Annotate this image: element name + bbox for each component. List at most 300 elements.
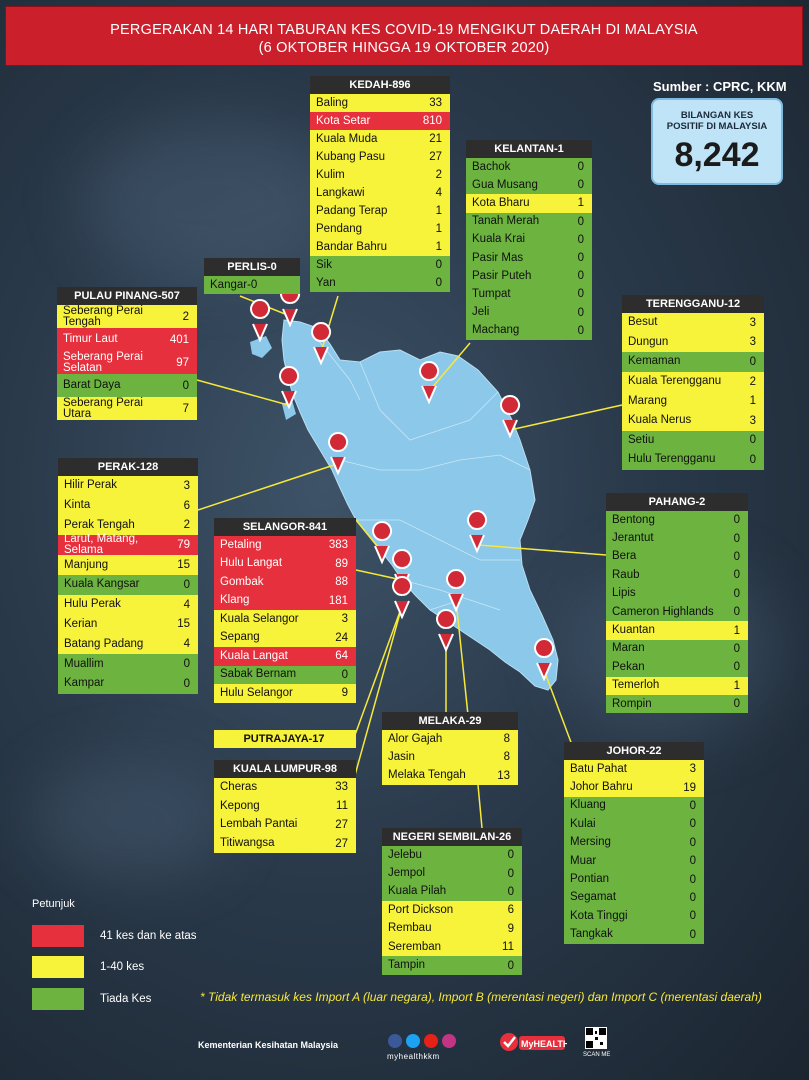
district-name: Padang Terap xyxy=(316,204,388,217)
district-row xyxy=(466,285,592,303)
district-cases: 0 xyxy=(507,849,514,862)
district-name: Seremban xyxy=(388,940,442,953)
district-cases: 0 xyxy=(183,578,190,591)
district-row xyxy=(466,176,592,194)
location-pin-icon xyxy=(393,577,411,617)
district-name: Besut xyxy=(628,316,658,329)
district-cases: 1 xyxy=(435,223,442,235)
district-cases: 0 xyxy=(435,259,442,271)
twitter-icon[interactable] xyxy=(406,1034,420,1048)
facebook-icon[interactable] xyxy=(388,1034,402,1048)
district-name: Melaka Tengah xyxy=(388,769,466,782)
district-row xyxy=(466,213,592,231)
district-row xyxy=(310,184,450,202)
panel-kuala-lumpur xyxy=(214,760,356,853)
district-row xyxy=(622,450,764,470)
district-cases: 810 xyxy=(422,115,442,127)
district-name: Johor Bahru xyxy=(570,781,633,794)
district-cases: 0 xyxy=(577,288,584,301)
district-cases: 0 xyxy=(577,161,584,174)
district-cases: 2 xyxy=(435,169,442,181)
district-cases: 0 xyxy=(183,658,190,671)
district-cases: 3 xyxy=(183,479,190,492)
panel-title: KEDAH-896 xyxy=(310,76,450,94)
youtube-icon[interactable] xyxy=(424,1034,438,1048)
district-cases: 0 xyxy=(733,661,740,674)
district-name: Gua Musang xyxy=(472,178,538,191)
district-row xyxy=(57,328,197,351)
district-name: Jeli xyxy=(472,306,490,319)
district-row xyxy=(564,778,704,796)
qr-code[interactable] xyxy=(585,1027,607,1049)
district-cases: 0 xyxy=(507,959,514,972)
panel-kelantan xyxy=(466,140,592,340)
instagram-icon[interactable] xyxy=(442,1034,456,1048)
district-row xyxy=(57,305,197,328)
district-cases: 2 xyxy=(749,375,756,388)
district-row xyxy=(382,883,522,901)
myhealth-logo-icon xyxy=(497,1028,567,1064)
district-name: Klang xyxy=(220,594,250,607)
district-name: Cheras xyxy=(220,780,258,793)
district-row xyxy=(310,148,450,166)
district-cases: 0 xyxy=(577,270,584,283)
panel-melaka xyxy=(382,712,518,785)
district-row xyxy=(214,778,356,797)
district-name: Baling xyxy=(316,96,348,109)
district-row xyxy=(622,411,764,431)
panel-title: SELANGOR-841 xyxy=(214,518,356,536)
district-name: Sepang xyxy=(220,631,260,644)
district-name: Kulim xyxy=(316,168,345,181)
panel-kedah xyxy=(310,76,450,292)
district-name: Hulu Perak xyxy=(64,598,121,611)
district-cases: 401 xyxy=(169,333,189,346)
district-cases: 33 xyxy=(429,97,442,109)
district-name: Kuantan xyxy=(612,624,655,637)
district-row xyxy=(58,654,198,674)
legend-swatch-green xyxy=(32,988,84,1010)
district-name: Bera xyxy=(612,550,637,563)
district-cases: 3 xyxy=(341,613,348,626)
district-row xyxy=(214,684,356,703)
district-row xyxy=(382,920,522,938)
district-name: Jasin xyxy=(388,750,415,763)
qr-code-icon xyxy=(585,1027,607,1049)
district-cases: 0 xyxy=(689,873,696,886)
district-name: Temerloh xyxy=(612,679,660,692)
district-name: Kluang xyxy=(570,799,606,812)
district-row xyxy=(57,397,197,420)
panel-perak xyxy=(58,458,198,694)
district-row xyxy=(382,864,522,882)
district-cases: 8 xyxy=(503,751,510,764)
district-name: Kangar-0 xyxy=(210,278,258,291)
district-name: Sabak Bernam xyxy=(220,668,297,681)
source-label: Sumber : CPRC, KKM xyxy=(653,79,787,94)
district-cases: 0 xyxy=(577,252,584,265)
location-pin-icon xyxy=(251,300,269,340)
district-name: Barat Daya xyxy=(63,379,121,391)
panel-title: NEGERI SEMBILAN-26 xyxy=(382,828,522,846)
district-row xyxy=(58,595,198,615)
district-name: Pontian xyxy=(570,873,610,886)
panel-title: PERLIS-0 xyxy=(204,258,300,276)
district-row xyxy=(564,907,704,925)
district-cases: 3 xyxy=(749,414,756,427)
district-row xyxy=(564,852,704,870)
district-cases: 0 xyxy=(689,799,696,812)
district-name: Segamat xyxy=(570,891,617,904)
title-line1: PERGERAKAN 14 HARI TABURAN KES COVID-19 MENGIKUT DAERAH DI MALAYSIA xyxy=(110,22,698,38)
legend-swatch-red xyxy=(32,925,84,947)
district-cases: 3 xyxy=(749,316,756,329)
district-cases: 19 xyxy=(683,781,696,794)
district-cases: 0 xyxy=(689,928,696,941)
district-name: Kuala Kangsar xyxy=(64,578,140,591)
district-name: Hulu Langat xyxy=(220,557,283,570)
district-cases: 8 xyxy=(503,733,510,746)
district-name: Muar xyxy=(570,854,597,867)
district-row xyxy=(466,249,592,267)
district-name: Perak Tengah xyxy=(64,518,135,531)
district-row xyxy=(606,640,748,658)
district-cases: 33 xyxy=(335,781,348,794)
district-cases: 0 xyxy=(733,642,740,655)
district-row xyxy=(310,130,450,148)
district-name: Bachok xyxy=(472,160,511,173)
district-row xyxy=(606,677,748,695)
title-line2: (6 OKTOBER HINGGA 19 OKTOBER 2020) xyxy=(258,40,550,56)
district-cases: 0 xyxy=(749,453,756,466)
panel-title: KELANTAN-1 xyxy=(466,140,592,158)
district-row xyxy=(58,555,198,575)
district-row xyxy=(214,610,356,629)
district-cases: 0 xyxy=(577,324,584,337)
panel-perlis xyxy=(204,258,300,294)
district-row xyxy=(310,274,450,292)
district-name: Bandar Bahru xyxy=(316,240,387,253)
panel-title: TERENGGANU-12 xyxy=(622,295,764,313)
district-row xyxy=(204,276,300,294)
panel-title: MELAKA-29 xyxy=(382,712,518,730)
district-cases: 1 xyxy=(577,197,584,210)
panel-title: PAHANG-2 xyxy=(606,493,748,511)
district-name: Yan xyxy=(316,276,336,289)
district-cases: 0 xyxy=(689,910,696,923)
district-name: Kepong xyxy=(220,799,260,812)
district-row xyxy=(214,573,356,592)
district-row xyxy=(606,529,748,547)
district-cases: 4 xyxy=(183,598,190,611)
district-row xyxy=(58,575,198,595)
district-name: Kubang Pasu xyxy=(316,150,386,163)
district-cases: 0 xyxy=(435,277,442,289)
district-row xyxy=(58,674,198,694)
district-name: Langkawi xyxy=(316,186,365,199)
district-cases: 0 xyxy=(733,514,740,527)
footnote: * Tidak termasuk kes Import A (luar negara), Import B (merentasi negeri) dan Import C (merentasi daerah) xyxy=(200,990,762,1004)
district-row xyxy=(606,585,748,603)
district-cases: 0 xyxy=(689,891,696,904)
district-row xyxy=(564,889,704,907)
district-row xyxy=(58,615,198,635)
district-name: Muallim xyxy=(64,657,104,670)
district-cases: 15 xyxy=(177,559,190,572)
district-name: Hulu Selangor xyxy=(220,686,293,699)
district-row xyxy=(214,816,356,835)
district-name: Kuala Pilah xyxy=(388,885,447,898)
district-cases: 9 xyxy=(507,922,514,935)
district-name: Bentong xyxy=(612,513,655,526)
district-cases: 0 xyxy=(689,818,696,831)
district-row xyxy=(310,202,450,220)
district-name: Tanah Merah xyxy=(472,215,540,228)
district-cases: 79 xyxy=(177,539,190,552)
panel-title: JOHOR-22 xyxy=(564,742,704,760)
district-name: Kuala Muda xyxy=(316,132,378,145)
district-cases: 7 xyxy=(182,402,189,415)
district-row xyxy=(214,555,356,574)
district-cases: 13 xyxy=(497,769,510,782)
district-name: Kinta xyxy=(64,499,91,512)
myhealth-logo xyxy=(497,1028,567,1064)
district-name: Seberang Perai Selatan xyxy=(63,350,143,374)
district-name: Kuala Terengganu xyxy=(628,375,722,388)
district-row xyxy=(310,220,450,238)
district-row xyxy=(214,629,356,648)
district-name: Manjung xyxy=(64,558,109,571)
district-cases: 88 xyxy=(335,576,348,589)
district-cases: 0 xyxy=(577,306,584,319)
district-row xyxy=(58,496,198,516)
district-name: Mersing xyxy=(570,836,611,849)
district-cases: 24 xyxy=(335,631,348,644)
district-row xyxy=(564,815,704,833)
district-row xyxy=(466,304,592,322)
district-cases: 0 xyxy=(733,587,740,600)
district-row xyxy=(58,476,198,496)
district-row xyxy=(214,536,356,555)
district-cases: 0 xyxy=(689,855,696,868)
panel-putrajaya xyxy=(214,730,356,748)
district-name: Petaling xyxy=(220,538,262,551)
district-row xyxy=(564,760,704,778)
panel-pulau-pinang xyxy=(57,287,197,420)
district-cases: 0 xyxy=(733,550,740,563)
district-row xyxy=(57,374,197,397)
district-name: Batang Padang xyxy=(64,637,144,650)
panel-johor xyxy=(564,742,704,944)
district-name: Jerantut xyxy=(612,532,654,545)
district-row xyxy=(606,548,748,566)
district-cases: 6 xyxy=(507,904,514,917)
total-cases-label: BILANGAN KES POSITIF DI MALAYSIA xyxy=(666,110,768,132)
district-name: Kuala Selangor xyxy=(220,612,299,625)
district-cases: 15 xyxy=(177,618,190,631)
district-row xyxy=(382,956,522,974)
district-row xyxy=(310,256,450,274)
district-row xyxy=(466,194,592,212)
district-cases: 0 xyxy=(749,434,756,447)
district-row xyxy=(382,767,518,785)
district-cases: 0 xyxy=(577,233,584,246)
social-handle: myhealthkkm xyxy=(387,1052,440,1061)
panel-terengganu xyxy=(622,295,764,470)
district-cases: 2 xyxy=(183,519,190,532)
district-name: Batu Pahat xyxy=(570,762,627,775)
district-cases: 0 xyxy=(733,532,740,545)
district-name: Kuala Nerus xyxy=(628,414,692,427)
district-cases: 27 xyxy=(335,818,348,831)
district-name: Larut, Matang, Selama xyxy=(64,533,139,557)
district-name: Tumpat xyxy=(472,287,511,300)
district-name: Rembau xyxy=(388,922,432,935)
district-row xyxy=(564,797,704,815)
district-name: Sik xyxy=(316,258,332,271)
district-row xyxy=(310,166,450,184)
district-name: Alor Gajah xyxy=(388,732,443,745)
district-name: Pekan xyxy=(612,660,645,673)
legend-swatch-yellow xyxy=(32,956,84,978)
district-name: Pendang xyxy=(316,222,363,235)
qr-label: SCAN ME xyxy=(583,1052,611,1058)
svg-text:MyHEALTH: MyHEALTH xyxy=(521,1039,567,1049)
district-row xyxy=(57,351,197,374)
total-cases-value: 8,242 xyxy=(674,136,760,174)
district-name: Port Dickson xyxy=(388,903,454,916)
district-name: Setiu xyxy=(628,433,655,446)
district-row xyxy=(310,238,450,256)
district-row xyxy=(382,730,518,748)
district-name: Kerian xyxy=(64,617,98,630)
district-row xyxy=(622,313,764,333)
district-row xyxy=(382,748,518,766)
district-name: Pasir Puteh xyxy=(472,269,532,282)
district-name: Timur Laut xyxy=(63,333,118,345)
district-row xyxy=(382,901,522,919)
district-row xyxy=(310,94,450,112)
district-row xyxy=(622,431,764,451)
district-cases: 4 xyxy=(183,638,190,651)
panel-title: PERAK-128 xyxy=(58,458,198,476)
district-cases: 89 xyxy=(335,557,348,570)
district-cases: 97 xyxy=(176,356,189,369)
district-cases: 0 xyxy=(749,355,756,368)
district-name: Marang xyxy=(628,394,667,407)
panel-title: KUALA LUMPUR-98 xyxy=(214,760,356,778)
district-cases: 2 xyxy=(182,310,189,323)
district-row xyxy=(564,870,704,888)
district-row xyxy=(466,158,592,176)
district-name: Dungun xyxy=(628,335,669,348)
district-row xyxy=(310,112,450,130)
district-name: Lipis xyxy=(612,587,636,600)
district-cases: 4 xyxy=(435,187,442,199)
ministry-name: Kementerian Kesihatan Malaysia xyxy=(198,1040,339,1050)
district-row xyxy=(606,658,748,676)
district-name: Kota Bharu xyxy=(472,196,530,209)
district-cases: 3 xyxy=(749,336,756,349)
district-name: Kuala Langat xyxy=(220,649,288,662)
district-row xyxy=(382,938,522,956)
district-row xyxy=(214,666,356,685)
district-cases: 1 xyxy=(733,679,740,692)
district-row xyxy=(622,391,764,411)
legend-title: Petunjuk xyxy=(32,898,75,910)
district-row xyxy=(214,834,356,853)
district-name: Hulu Terengganu xyxy=(628,453,716,466)
district-name: Kuala Krai xyxy=(472,233,526,246)
district-row xyxy=(606,603,748,621)
district-name: Kota Setar xyxy=(316,114,371,127)
district-name: Gombak xyxy=(220,575,264,588)
district-cases: 9 xyxy=(341,687,348,700)
district-name: Hilir Perak xyxy=(64,479,118,492)
district-cases: 0 xyxy=(733,606,740,619)
district-row xyxy=(606,695,748,713)
panel-pahang xyxy=(606,493,748,713)
district-name: Seberang Perai Tengah xyxy=(63,304,143,328)
district-cases: 0 xyxy=(733,569,740,582)
district-name: Raub xyxy=(612,568,640,581)
district-row xyxy=(466,322,592,340)
district-name: Seberang Perai Utara xyxy=(63,396,143,420)
district-cases: 1 xyxy=(435,205,442,217)
district-cases: 27 xyxy=(429,151,442,163)
district-cases: 27 xyxy=(335,837,348,850)
district-row xyxy=(606,511,748,529)
district-row xyxy=(606,566,748,584)
legend-label: Tiada Kes xyxy=(100,993,152,1005)
district-row xyxy=(622,352,764,372)
district-row xyxy=(606,621,748,639)
district-cases: 1 xyxy=(749,395,756,408)
district-name: Rompin xyxy=(612,697,652,710)
legend-label: 1-40 kes xyxy=(100,961,145,973)
district-row xyxy=(382,846,522,864)
district-row xyxy=(466,231,592,249)
district-name: Tangkak xyxy=(570,928,613,941)
district-name: Jempol xyxy=(388,867,426,880)
district-cases: 0 xyxy=(733,698,740,711)
district-name: Pasir Mas xyxy=(472,251,524,264)
district-cases: 181 xyxy=(328,594,348,607)
district-row xyxy=(214,797,356,816)
district-name: Kota Tinggi xyxy=(570,909,628,922)
district-cases: 0 xyxy=(182,379,189,392)
district-row xyxy=(622,333,764,353)
panel-title: PUTRAJAYA-17 xyxy=(214,730,356,748)
district-cases: 6 xyxy=(183,499,190,512)
district-name: Tampin xyxy=(388,959,426,972)
panel-selangor xyxy=(214,518,356,703)
district-row xyxy=(214,647,356,666)
district-name: Maran xyxy=(612,642,645,655)
location-pin-icon xyxy=(437,610,455,650)
district-cases: 0 xyxy=(689,836,696,849)
panel-title: PULAU PINANG-507 xyxy=(57,287,197,305)
district-name: Jelebu xyxy=(388,848,422,861)
district-cases: 11 xyxy=(336,800,348,813)
district-name: Titiwangsa xyxy=(220,837,275,850)
district-cases: 64 xyxy=(335,650,348,663)
district-cases: 1 xyxy=(435,241,442,253)
district-row xyxy=(58,634,198,654)
district-cases: 0 xyxy=(577,179,584,192)
district-cases: 11 xyxy=(502,941,514,954)
legend-label: 41 kes dan ke atas xyxy=(100,930,197,942)
